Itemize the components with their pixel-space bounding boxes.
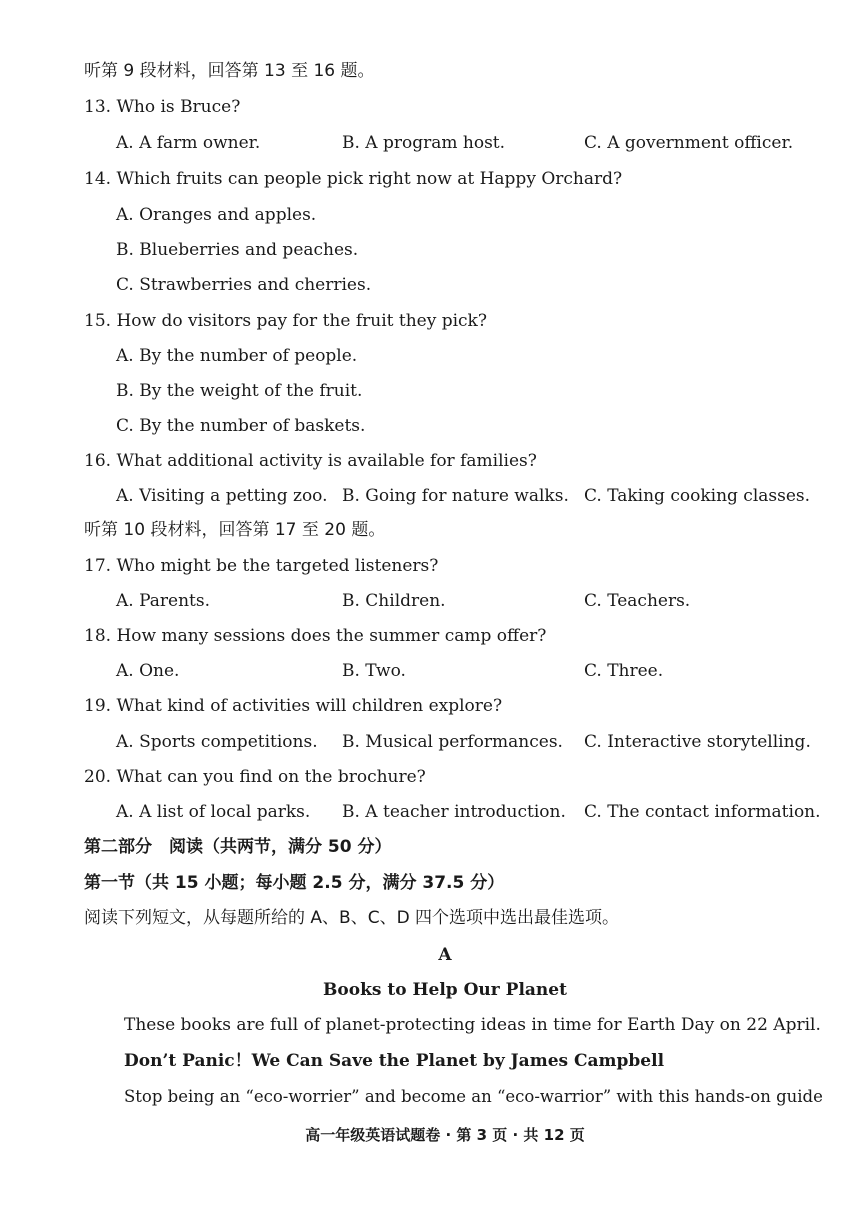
question-20-option-c: C. The contact information. xyxy=(584,802,821,822)
question-13-option-b: B. A program host. xyxy=(342,133,506,153)
listening-instruction-10: 听第 10 段材料，回答第 17 至 20 题。 xyxy=(84,520,386,540)
book-one-text: Stop being an “eco-worrier” and become an “eco-warrior” with this hands-on guide xyxy=(124,1087,823,1106)
question-18-option-a: A. One. xyxy=(116,661,180,681)
question-17-stem: 17. Who might be the targeted listeners? xyxy=(84,556,439,576)
question-17-option-a: A. Parents. xyxy=(116,591,210,611)
passage-title: Books to Help Our Planet xyxy=(323,980,567,1000)
part-two-heading: 第二部分 阅读（共两节，满分 50 分） xyxy=(84,837,392,857)
question-14-stem: 14. Which fruits can people pick right now at Happy Orchard? xyxy=(84,169,623,189)
question-20-option-a: A. A list of local parks. xyxy=(116,802,311,822)
question-13-stem: 13. Who is Bruce? xyxy=(84,97,241,117)
question-14-option-b: B. Blueberries and peaches. xyxy=(116,240,359,260)
question-20-option-b: B. A teacher introduction. xyxy=(342,802,566,822)
question-18-option-c: C. Three. xyxy=(584,661,664,681)
question-15-option-b: B. By the weight of the fruit. xyxy=(116,381,363,401)
question-15-option-a: A. By the number of people. xyxy=(116,346,358,366)
question-18-option-b: B. Two. xyxy=(342,661,406,681)
question-19-option-c: C. Interactive storytelling. xyxy=(584,732,811,752)
listening-instruction-9: 听第 9 段材料，回答第 13 至 16 题。 xyxy=(84,61,375,81)
question-13-option-c: C. A government officer. xyxy=(584,133,794,153)
passage-intro: These books are full of planet-protecting ideas in time for Earth Day on 22 April. xyxy=(124,1015,821,1035)
question-19-stem: 19. What kind of activities will children explore? xyxy=(84,696,503,716)
question-13-option-a: A. A farm owner. xyxy=(116,133,261,153)
question-17-option-b: B. Children. xyxy=(342,591,446,611)
reading-instruction: 阅读下列短文，从每题所给的 A、B、C、D 四个选项中选出最佳选项。 xyxy=(84,908,620,928)
question-14-option-a: A. Oranges and apples. xyxy=(116,205,317,225)
question-16-option-a: A. Visiting a petting zoo. xyxy=(116,486,328,506)
passage-letter: A xyxy=(438,945,452,965)
question-20-stem: 20. What can you find on the brochure? xyxy=(84,767,426,787)
question-14-option-c: C. Strawberries and cherries. xyxy=(116,275,372,295)
book-one-title: Don’t Panic！We Can Save the Planet by James Campbell xyxy=(124,1051,665,1071)
page-footer: 高一年级英语试题卷 · 第 3 页 · 共 12 页 xyxy=(305,1126,585,1144)
question-17-option-c: C. Teachers. xyxy=(584,591,691,611)
question-15-option-c: C. By the number of baskets. xyxy=(116,416,366,436)
question-16-stem: 16. What additional activity is available for families? xyxy=(84,451,537,471)
question-19-option-b: B. Musical performances. xyxy=(342,732,563,752)
question-16-option-b: B. Going for nature walks. xyxy=(342,486,569,506)
question-16-option-c: C. Taking cooking classes. xyxy=(584,486,811,506)
question-19-option-a: A. Sports competitions. xyxy=(116,732,318,752)
section-one-heading: 第一节（共 15 小题；每小题 2.5 分，满分 37.5 分） xyxy=(84,873,505,893)
question-18-stem: 18. How many sessions does the summer camp offer? xyxy=(84,626,547,646)
question-15-stem: 15. How do visitors pay for the fruit they pick? xyxy=(84,311,487,331)
